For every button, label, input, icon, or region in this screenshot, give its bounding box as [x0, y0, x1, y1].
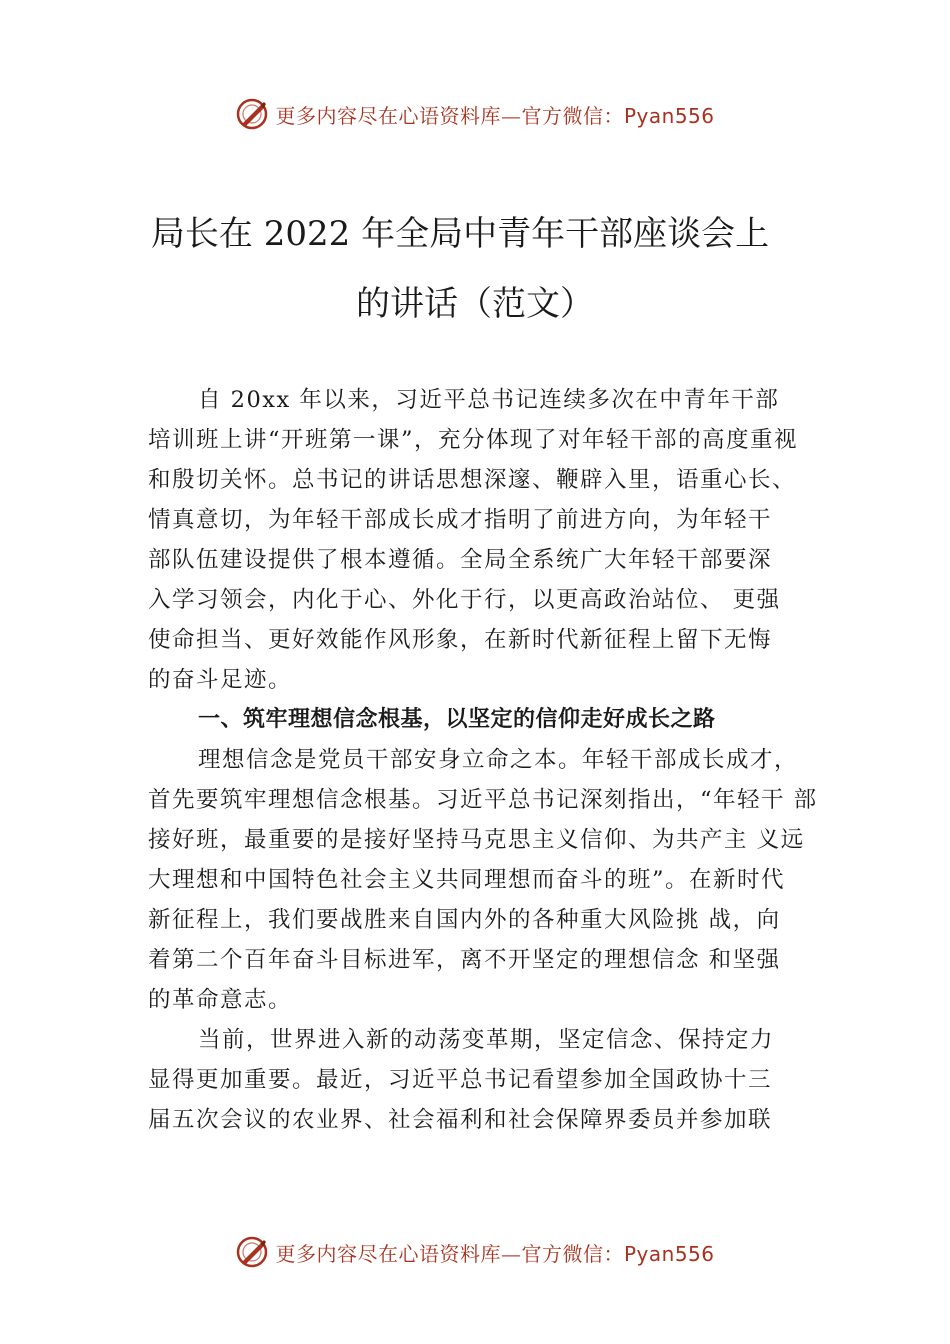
footer-banner [0, 1232, 950, 1272]
body-line: 首先要筑牢理想信念根基。习近平总书记深刻指出，“年轻干 部 [148, 787, 818, 813]
body-line: 部队伍建设提供了根本遵循。全局全系统广大年轻干部要深 [148, 547, 773, 573]
body-line: 培训班上讲“开班第一课”，充分体现了对年轻干部的高度重视 [148, 427, 799, 453]
body-line: 当前，世界进入新的动荡变革期，坚定信念、保持定力 [198, 1027, 775, 1053]
banner-text [275, 100, 714, 129]
banner-dash: — [500, 103, 522, 128]
banner-site-name: 更多内容尽在心语资料库 [275, 1241, 501, 1266]
body-line: 届五次会议的农业界、社会福利和社会保障界委员并参加联 [148, 1107, 773, 1133]
document-title-line-2: 的讲话（范文） [356, 284, 594, 324]
document-title-line-1: 局长在 2022 年全局中青年干部座谈会上 [150, 214, 770, 254]
body-line: 新征程上，我们要战胜来自国内外的各种重大风险挑 战，向 [148, 907, 781, 933]
body-line: 大理想和中国特色社会主义共同理想而奋斗的班”。在新时代 [148, 867, 786, 893]
banner-site-name: 更多内容尽在心语资料库 [275, 103, 501, 128]
section-heading: 一、筑牢理想信念根基，以坚定的信仰走好成长之路 [198, 707, 716, 732]
body-line: 显得更加重要。最近，习近平总书记看望参加全国政协十三 [148, 1067, 773, 1093]
body-line: 情真意切，为年轻干部成长成才指明了前进方向，为年轻干 [148, 507, 773, 533]
body-line: 的奋斗足迹。 [148, 667, 293, 693]
pen-logo-icon [235, 1235, 269, 1269]
body-line: 和殷切关怀。总书记的讲话思想深邃、鞭辟入里，语重心长、 [148, 467, 797, 493]
banner-dash: — [500, 1241, 522, 1266]
document-body [148, 380, 828, 1140]
body-line: 使命担当、更好效能作风形象，在新时代新征程上留下无悔 [148, 627, 773, 653]
header-banner [0, 94, 950, 134]
banner-wechat-label: 官方微信： [521, 103, 624, 128]
pen-logo-icon [235, 97, 269, 131]
body-line: 入学习领会，内化于心、外化于行，以更高政治站位、 更强 [148, 587, 781, 613]
banner-wechat-label: 官方微信： [521, 1241, 624, 1266]
banner-handle: Pyan556 [623, 103, 715, 128]
body-line: 着第二个百年奋斗目标进军，离不开坚定的理想信念 和坚强 [148, 947, 781, 973]
banner-text [275, 1238, 714, 1267]
body-line: 理想信念是党员干部安身立命之本。年轻干部成长成才， [198, 747, 799, 773]
body-line: 自 20xx 年以来，习近平总书记连续多次在中青年干部 [198, 387, 780, 413]
body-line: 接好班，最重要的是接好坚持马克思主义信仰、为共产主 义远 [148, 827, 805, 853]
banner-handle: Pyan556 [623, 1241, 715, 1266]
body-line: 的革命意志。 [148, 987, 293, 1013]
